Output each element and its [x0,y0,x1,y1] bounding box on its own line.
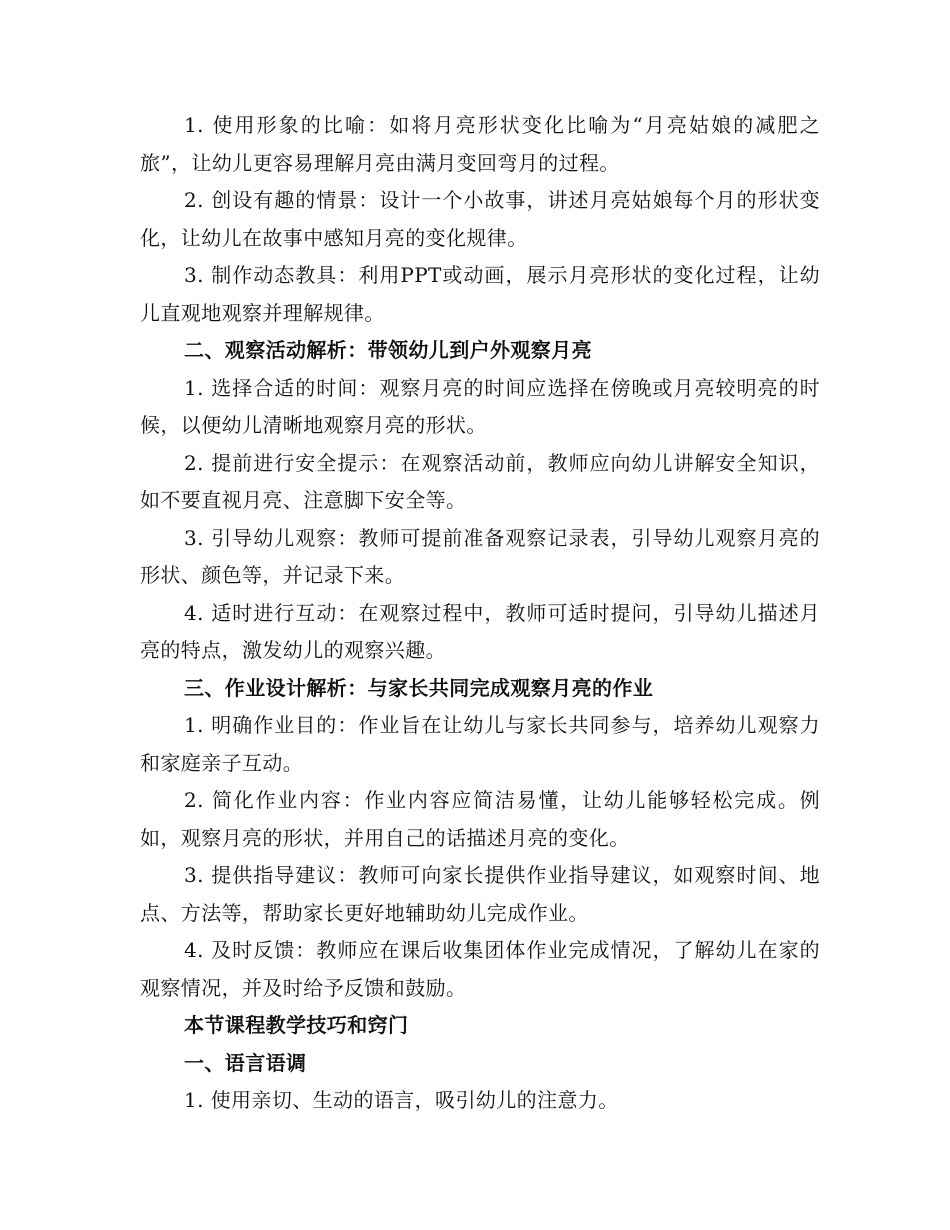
section-heading-tips: 本节课程教学技巧和窍门 [184,1013,409,1037]
section-heading-language: 一、语言语调 [184,1050,307,1075]
paragraph-guidance: 3. 提供指导建议：教师可向家长提供作业指导建议，如观察时间、地点、方法等，帮助家长更好地辅助幼儿完成作业。 [140,863,820,925]
paragraph-metaphor: 1. 使用形象的比喻：如将月亮形状变化比喻为“月亮姑娘的减肥之旅”，让幼儿更容易理解月亮由满月变回弯月的过程。 [140,113,820,175]
paragraph-interaction: 4. 适时进行互动：在观察过程中，教师可适时提问，引导幼儿描述月亮的特点，激发幼儿的观察兴趣。 [140,600,820,662]
document-body [140,107,820,1120]
paragraph-feedback: 4. 及时反馈：教师应在课后收集团体作业完成情况，了解幼儿在家的观察情况，并及时给予反馈和鼓励。 [140,938,820,1000]
paragraph-dynamic-aids: 3. 制作动态教具：利用PPT或动画，展示月亮形状的变化过程，让幼儿直观地观察并理解规律。 [140,263,820,325]
paragraph-safety: 2. 提前进行安全提示：在观察活动前，教师应向幼儿讲解安全知识，如不要直视月亮、注意脚下安全等。 [140,450,820,512]
paragraph-simplify-homework: 2. 简化作业内容：作业内容应简洁易懂，让幼儿能够轻松完成。例如，观察月亮的形状，并用自己的话描述月亮的变化。 [140,788,820,850]
section-heading-observation: 二、观察活动解析：带领幼儿到户外观察月亮 [184,338,592,362]
paragraph-language-use: 1. 使用亲切、生动的语言，吸引幼儿的注意力。 [184,1088,619,1112]
section-heading-homework: 三、作业设计解析：与家长共同完成观察月亮的作业 [184,675,654,700]
paragraph-guide-observation: 3. 引导幼儿观察：教师可提前准备观察记录表，引导幼儿观察月亮的形状、颜色等，并记录下来。 [140,525,820,587]
paragraph-scenario: 2. 创设有趣的情景：设计一个小故事，讲述月亮姑娘每个月的形状变化，让幼儿在故事中感知月亮的变化规律。 [140,188,820,250]
paragraph-choose-time: 1. 选择合适的时间：观察月亮的时间应选择在傍晚或月亮较明亮的时候，以便幼儿清晰地观察月亮的形状。 [140,375,820,437]
paragraph-homework-goal: 1. 明确作业目的：作业旨在让幼儿与家长共同参与，培养幼儿观察力和家庭亲子互动。 [140,713,820,775]
